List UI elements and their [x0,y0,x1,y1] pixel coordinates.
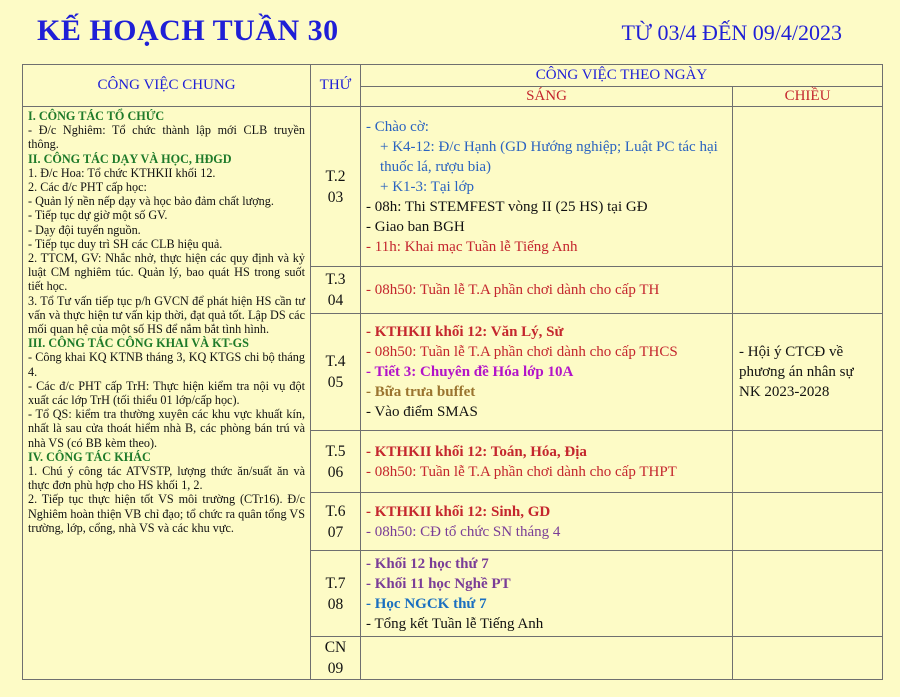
morning-task: - Vào điểm SMAS [366,404,478,420]
morning-task: + K4-12: Đ/c Hạnh (GD Hướng nghiệp; Luật PC tác hại thuốc lá, rượu bia) [380,138,718,175]
morning-task: - Tiết 3: Chuyên đề Hóa lớp 10A [366,364,574,380]
task-item: - Các đ/c PHT cấp TrH: Thực hiện kiểm tra nội vụ đột xuất các lớp TrH (tối thiểu 01 lớp/cấp học). [28,378,305,408]
morning-task: - 08h50: Tuần lễ T.A phần chơi dành cho cấp TH [366,282,660,298]
day-cell [311,267,361,314]
afternoon-task: - Hội ý CTCĐ về phương án nhân sự NK 2023-2028 [739,344,854,400]
weekday-label: T.5 [325,442,346,460]
task-item: 1. Chú ý công tác ATVSTP, lượng thức ăn/suất ăn và thực đơn phù hợp cho HS khối 1, 2. [28,464,305,493]
task-item: 1. Đ/c Hoa: Tổ chức KTHKII khối 12. [28,165,216,180]
date-label: 03 [327,188,344,206]
day-cell [311,551,361,637]
header-morning: SÁNG [361,86,733,107]
morning-cell [361,493,733,551]
task-item: - Tổ QS: kiểm tra thường xuyên các khu vực khuất kín, nhất là sau cửa thoát hiểm nhà B, các phòng bán trú và nhà VS (có BB kèm theo). [28,407,305,450]
date-label: 06 [327,463,344,481]
task-item: - Tiếp tục duy trì SH các CLB hiệu quả. [28,236,223,251]
weekday-label: T.3 [325,271,346,288]
date-range: TỪ 03/4 ĐẾN 09/4/2023 [621,20,842,45]
morning-cell [361,431,733,493]
task-item: - Quản lý nền nếp dạy và học bảo đảm chất lượng. [28,194,274,209]
morning-task: - Khối 11 học Nghề PT [366,575,511,592]
date-label: 05 [327,374,344,391]
afternoon-cell [733,637,883,680]
date-label: 08 [327,595,344,613]
date-label: 04 [327,292,344,309]
morning-task: - 08h50: CĐ tổ chức SN tháng 4 [366,523,561,540]
header-daily-tasks: CÔNG VIỆC THEO NGÀY [361,65,883,87]
task-item: - Tiếp tục dự giờ một số GV. [28,208,168,223]
weekday-label: T.2 [325,167,346,185]
afternoon-cell [733,493,883,551]
morning-task: - Chào cờ: [366,118,429,135]
weekday-label: CN [324,639,347,656]
date-label: 07 [327,523,344,541]
section-heading: IV. CÔNG TÁC KHÁC [28,449,151,464]
morning-task: - 08h: Thi STEMFEST vòng II (25 HS) tại GĐ [366,198,648,215]
header-general-tasks: CÔNG VIỆC CHUNG [23,65,311,107]
day-cell [311,107,361,267]
morning-task: - 11h: Khai mạc Tuần lễ Tiếng Anh [366,238,578,255]
day-cell [311,493,361,551]
weekday-label: T.7 [325,574,346,592]
task-item: - Đ/c Nghiêm: Tổ chức thành lập mới CLB truyền thông. [28,123,305,152]
morning-task: - Giao ban BGH [366,218,465,235]
task-item: 2. Tiếp tục thực hiện tốt VS môi trường (CTr16). Đ/c Nghiêm hoàn thiện VB chỉ đạo; tổ chức ra quân tổng VS trường, lớp, cổng, nhà VS và các khu vực. [28,492,305,535]
morning-task: - KTHKII khối 12: Toán, Hóa, Địa [366,443,587,460]
section-heading: I. CÔNG TÁC TỔ CHỨC [28,109,165,123]
afternoon-cell [733,314,883,431]
section-heading: III. CÔNG TÁC CÔNG KHAI VÀ KT-GS [28,336,249,351]
day-cell [311,431,361,493]
morning-task: - Khối 12 học thứ 7 [366,555,489,572]
page-title: KẾ HOẠCH TUẦN 30 [37,14,339,47]
day-row [23,107,883,267]
morning-task: - KTHKII khối 12: Văn Lý, Sử [366,324,564,340]
day-cell [311,637,361,680]
morning-cell [361,107,733,267]
afternoon-cell [733,551,883,637]
task-item: - Dạy đội tuyển nguồn. [28,222,141,237]
morning-task: - 08h50: Tuần lễ T.A phần chơi dành cho cấp THPT [366,463,677,480]
morning-cell [361,314,733,431]
weekday-label: T.4 [325,353,346,370]
section-heading: II. CÔNG TÁC DẠY VÀ HỌC, HĐGD [28,151,232,166]
weekday-label: T.6 [325,502,346,520]
task-item: 2. TTCM, GV: Nhắc nhở, thực hiện các quy định và kỷ luật CM nghiêm túc. Quản lý, bao quát HS trong suốt tiết học. [28,251,305,294]
morning-task: - Học NGCK thứ 7 [366,595,487,612]
morning-task: - Tổng kết Tuần lễ Tiếng Anh [366,615,544,632]
morning-cell [361,267,733,314]
afternoon-cell [733,431,883,493]
day-cell [311,314,361,431]
morning-task: - KTHKII khối 12: Sinh, GD [366,503,551,520]
general-tasks-cell [23,107,311,680]
afternoon-cell [733,267,883,314]
weekly-plan-table [22,64,883,680]
header-afternoon: CHIỀU [733,86,883,107]
morning-task: - 08h50: Tuần lễ T.A phần chơi dành cho cấp THCS [366,344,678,360]
task-item: - Công khai KQ KTNB tháng 3, KQ KTGS chi bộ tháng 4. [28,350,305,379]
task-item: 3. Tổ Tư vấn tiếp tục p/h GVCN để phát hiện HS cần tư vấn và thực hiện tư vấn kịp thời, đạt quả tốt. Lập DS các mối quan hệ của một số HS để nắm bắt tình hình. [28,293,305,337]
morning-cell [361,637,733,680]
afternoon-cell [733,107,883,267]
morning-task: - Bữa trưa buffet [366,384,476,400]
task-item: 2. Các đ/c PHT cấp học: [28,180,147,195]
date-label: 09 [327,660,344,677]
morning-task: + K1-3: Tại lớp [380,178,475,195]
header-day: THỨ [311,65,361,107]
morning-cell [361,551,733,637]
